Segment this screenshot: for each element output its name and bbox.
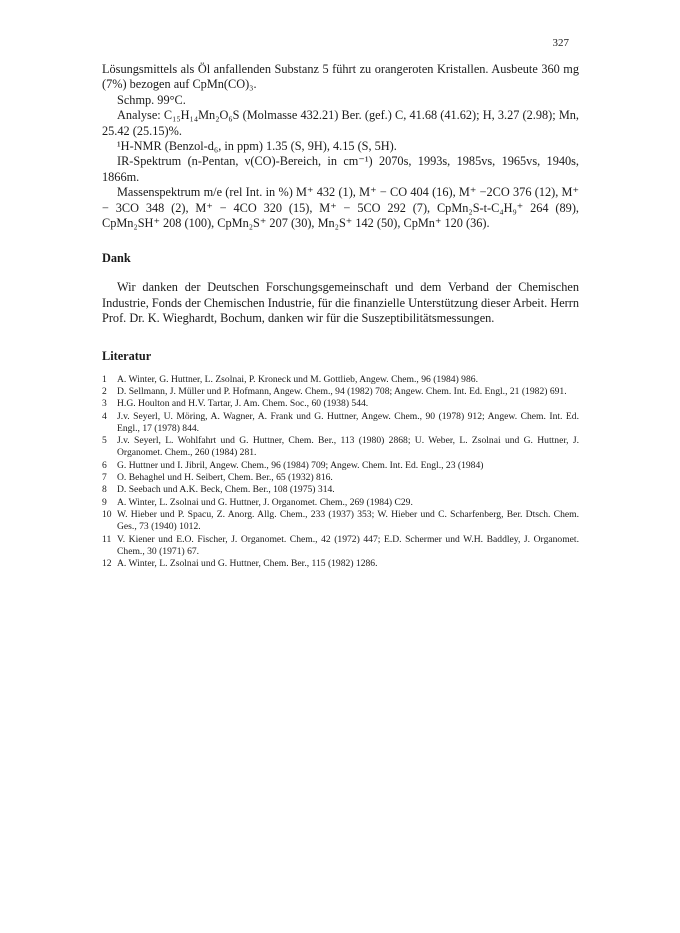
reference-text: W. Hieber und P. Spacu, Z. Anorg. Allg. Chem., 233 (1937) 353; W. Hieber und C. Scharfenberg, Ber. Dtsch. Chem. Ges., 73 (1940) 1012. xyxy=(117,508,579,533)
reference-item xyxy=(102,374,579,386)
reference-number: 10 xyxy=(102,508,112,520)
reference-item xyxy=(102,484,579,496)
reference-number: 9 xyxy=(102,496,107,508)
elemental-analysis: Analyse: C₁₅H₁₄Mn₂O₆S (Molmasse 432.21) Ber. (gef.) C, 41.68 (41.62); H, 3.27 (2.98); Mn, 25.42 (25.15)%. xyxy=(102,108,579,138)
reference-item xyxy=(102,472,579,484)
reference-item xyxy=(102,398,579,410)
reference-text: G. Huttner und I. Jibril, Angew. Chem., 96 (1984) 709; Angew. Chem. Int. Ed. Engl., 23 (1984) xyxy=(117,459,484,471)
reference-text: A. Winter, L. Zsolnai und G. Huttner, Chem. Ber., 115 (1982) 1286. xyxy=(117,558,378,570)
mass-spectrum-data: Massenspektrum m/e (rel Int. in %) M⁺ 432 (1), M⁺ − CO 404 (16), M⁺ −2CO 376 (12), M⁺ − 3CO 348 (2), M⁺ − 4CO 320 (15), M⁺ − 5CO 292 (7), CpMn₂S-t-C₄H₉⁺ 264 (89), CpMn₂SH⁺ 208 (100), CpMn₂S⁺ 207 (30), Mn₂S⁺ 142 (50), CpMn⁺ 120 (36). xyxy=(102,185,579,231)
nmr-data: ¹H-NMR (Benzol-d₆, in ppm) 1.35 (S, 9H), 4.15 (S, 5H). xyxy=(117,139,397,154)
reference-list xyxy=(102,374,579,571)
reference-text: A. Winter, L. Zsolnai und G. Huttner, J. Organomet. Chem., 269 (1984) C29. xyxy=(117,496,413,508)
reference-number: 5 xyxy=(102,435,107,447)
reference-text: V. Kiener und E.O. Fischer, J. Organomet. Chem., 42 (1972) 447; E.D. Schermer und W.H. Baddley, J. Organomet. Chem., 30 (1971) 67. xyxy=(117,533,579,557)
reference-number: 12 xyxy=(102,558,112,570)
reference-number: 8 xyxy=(102,484,107,496)
reference-item xyxy=(102,411,579,436)
reference-number: 6 xyxy=(102,459,107,471)
reference-number: 3 xyxy=(102,398,107,410)
reference-number: 2 xyxy=(102,385,107,397)
reference-number: 1 xyxy=(102,373,107,385)
literatur-heading: Literatur xyxy=(102,348,152,363)
reference-text: A. Winter, G. Huttner, L. Zsolnai, P. Kroneck und M. Gottlieb, Angew. Chem., 96 (1984) 986. xyxy=(117,373,478,385)
dank-heading: Dank xyxy=(102,251,131,266)
reference-text: O. Behaghel und H. Seibert, Chem. Ber., 65 (1932) 816. xyxy=(117,472,333,484)
reference-text: D. Seebach und A.K. Beck, Chem. Ber., 108 (1975) 314. xyxy=(117,484,335,496)
reference-item xyxy=(102,497,579,509)
reference-text: J.v. Seyerl, U. Möring, A. Wagner, A. Frank und G. Huttner, Angew. Chem., 90 (1978) 912; Angew. Chem. Int. Ed. Engl., 17 (1978) 844. xyxy=(117,410,579,434)
reference-item xyxy=(102,534,579,559)
reference-item xyxy=(102,460,579,472)
dank-text: Wir danken der Deutschen Forschungsgemeinschaft und dem Verband der Chemischen Industrie, Fonds der Chemischen Industrie, für die finanzielle Unterstützung dieser Arbeit. Herrn Prof. Dr. K. Wieghardt, Bochum, danken wir für die Suszeptibilitätsmessungen. xyxy=(102,280,579,326)
reference-text: H.G. Houlton and H.V. Tartar, J. Am. Chem. Soc., 60 (1938) 544. xyxy=(117,398,369,410)
reference-number: 7 xyxy=(102,472,107,484)
page-content xyxy=(102,62,579,570)
reference-item xyxy=(102,509,579,534)
experimental-text: Lösungsmittels als Öl anfallenden Substanz 5 führt zu orangeroten Kristallen. Ausbeute 360 mg (7%) bezogen auf CpMn(CO)₃. xyxy=(102,62,579,92)
melting-point: Schmp. 99°C. xyxy=(117,92,186,107)
reference-text: D. Sellmann, J. Müller und P. Hofmann, Angew. Chem., 94 (1982) 708; Angew. Chem. Int. Ed. Engl., 21 (1982) 691. xyxy=(117,385,567,397)
ir-data: IR-Spektrum (n-Pentan, ν(CO)-Bereich, in cm⁻¹) 2070s, 1993s, 1985vs, 1965vs, 1940s, 1866m. xyxy=(102,154,579,184)
reference-item xyxy=(102,558,579,570)
reference-number: 4 xyxy=(102,410,107,422)
reference-item xyxy=(102,386,579,398)
page-number: 327 xyxy=(552,37,569,49)
reference-item xyxy=(102,435,579,460)
reference-number: 11 xyxy=(102,533,112,545)
reference-text: J.v. Seyerl, L. Wohlfahrt und G. Huttner, Chem. Ber., 113 (1980) 2868; U. Weber, L. Zsolnai und G. Huttner, J. Organomet. Chem., 260 (1984) 281. xyxy=(117,435,579,459)
